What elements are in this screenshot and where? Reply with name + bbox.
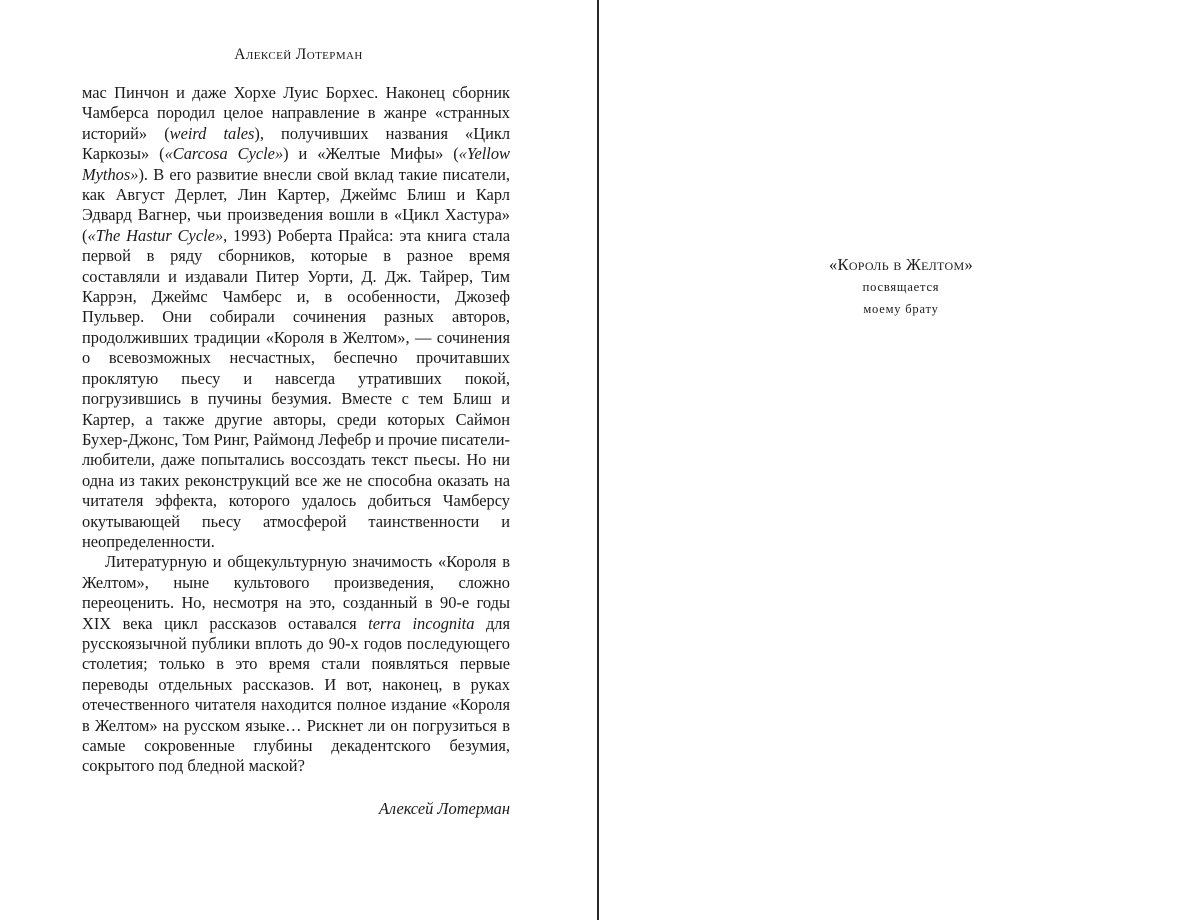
dedication-line-1: посвящается [862,280,940,294]
right-page [599,0,1203,920]
italic-term: terra incognita [368,613,475,633]
dedication-title: «Король в Желтом» [828,255,974,274]
dedication [599,254,1203,320]
italic-term: «The Hastur Cycle» [87,225,224,245]
running-head: Алексей Лотерман [234,46,363,63]
italic-term: «Yellow Mythos» [82,144,510,184]
dedication-line-2: моему брату [863,302,939,316]
paragraph-1: мас Пинчон и даже Хорхе Луис Борхес. Наконец сборник Чамберса породил целое направление в жанре «странных историй» (weird tales), получивших названия «Цикл Каркозы» («Carcosa Cycle») и «Желтые Мифы» («Yellow Mythos»). В его развитие внесли свой вклад такие писатели, как Август Дерлет, Лин Картер, Джеймс Блиш и Карл Эдвард Вагнер, чьи произведения вошли в «Цикл Хастура» («The Hastur Cycle», 1993) Роберта Прайса: эта книга стала первой в ряду сборников, которые в разное время составляли и издавали Питер Уорти, Д. Дж. Тайрер, Тим Каррэн, Джеймс Чамберс и, в особенности, Джозеф Пульвер. Они собирали сочинения разных авторов, продолживших традиции «Короля в Желтом», — сочинения о всевозможных несчастных, беспечно прочитавших проклятую пьесу и навсегда утративших покой, погрузившись в пучины безумия. Вместе с тем Блиш и Картер, а также другие авторы, среди которых Саймон Бухер-Джонс, Том Ринг, Раймонд Лефебр и прочие писатели-любители, даже попытались воссоздать текст пьесы. Но ни одна из таких реконструкций все же не способна оказать на читателя эффекта, которого удалось добиться Чамберсу окутывающей пьесу атмосферой таинственности и неопределенности. [82,83,511,551]
paragraph-2: Литературную и общекультурную значимость «Короля в Желтом», ныне культового произведения, сложно переоценить. Но, несмотря на это, созданный в 90-е годы XIX века цикл рассказов оставался terra incognita для русскоязычной публики вплоть до 90-х годов последующего столетия; только в это время стали появляться первые переводы отдельных рассказов. И вот, наконец, в руках отечественного читателя находится полное издание «Короля в Желтом» на русском языке… Рискнет ли он погрузиться в самые сокровенные глубины декадентского безумия, сокрытого под бледной маской? [82,552,510,776]
author-signature: Алексей Лотерман [378,799,510,818]
left-page [0,0,597,920]
italic-term: weird tales [169,123,255,143]
body-text [82,83,510,777]
italic-term: «Carcosa Cycle» [164,144,284,164]
